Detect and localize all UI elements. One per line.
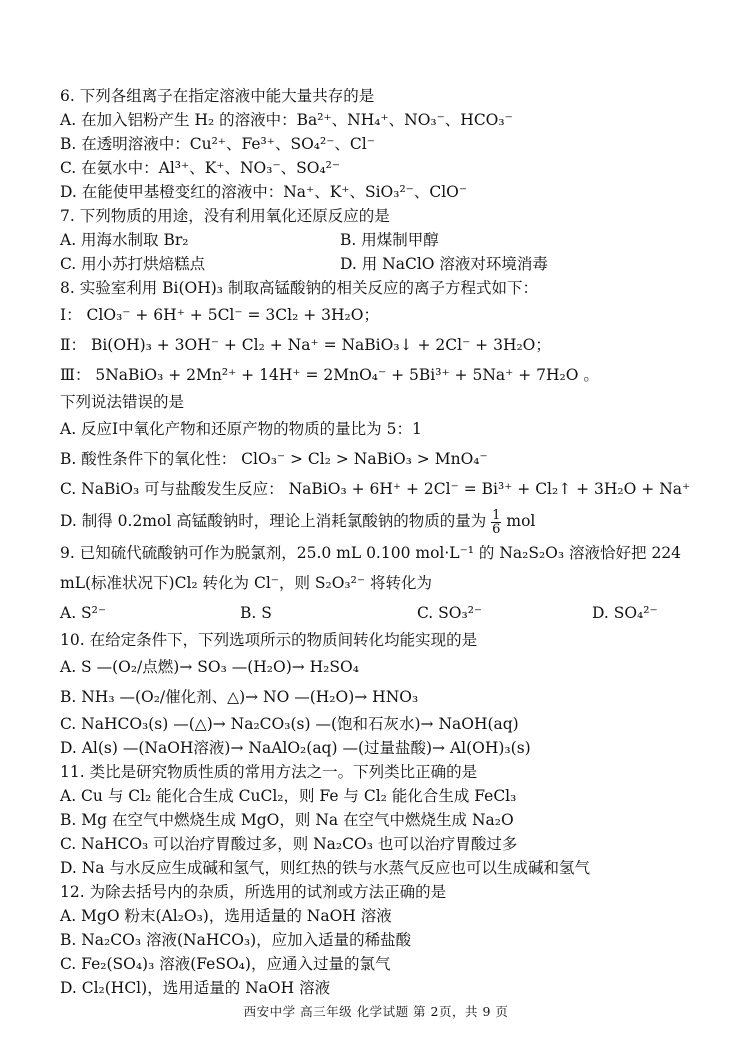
q8-stem: 8. 实验室利用 Bi(OH)₃ 制取高锰酸钠的相关反应的离子方程式如下： — [60, 279, 538, 297]
q9-option-b: B. S — [240, 604, 272, 622]
q9-stem-line-2: mL(标准状况下)Cl₂ 转化为 Cl⁻，则 S₂O₃²⁻ 将转化为 — [60, 574, 432, 592]
q10-option-c: C. NaHCO₃(s) —(△)→ Na₂CO₃(s) —(饱和石灰水)→ NaOH(aq) — [60, 715, 519, 733]
q7-option-a: A. 用海水制取 Br₂ — [60, 231, 189, 249]
q12-option-b: B. Na₂CO₃ 溶液(NaHCO₃)，应加入适量的稀盐酸 — [60, 931, 412, 949]
q8-equation-1: Ⅰ： ClO₃⁻ + 6H⁺ + 5Cl⁻ = 3Cl₂ + 3H₂O； — [60, 306, 379, 324]
q8-option-d-text: D. 制得 0.2mol 高锰酸钠时，理论上消耗氯酸钠的物质的量为 — [60, 512, 487, 530]
q11-option-c: C. NaHCO₃ 可以治疗胃酸过多，则 Na₂CO₃ 也可以治疗胃酸过多 — [60, 835, 518, 853]
q8-equation-3: Ⅲ： 5NaBiO₃ + 2Mn²⁺ + 14H⁺ = 2MnO₄⁻ + 5Bi³⁺ + 5Na⁺ + 7H₂O 。 — [60, 366, 599, 384]
q7-row-cd — [60, 252, 720, 276]
q8-option-c: C. NaBiO₃ 可与盐酸发生反应： NaBiO₃ + 6H⁺ + 2Cl⁻ = Bi³⁺ + Cl₂↑ + 3H₂O + Na⁺ — [60, 480, 691, 498]
q7-option-d: D. 用 NaClO 溶液对环境消毒 — [340, 255, 548, 273]
q6-stem: 6. 下列各组离子在指定溶液中能大量共存的是 — [60, 87, 375, 105]
q10-option-a: A. S —(O₂/点燃)→ SO₃ —(H₂O)→ H₂SO₄ — [60, 658, 359, 676]
q8-option-b: B. 酸性条件下的氧化性： ClO₃⁻ > Cl₂ > NaBiO₃ > MnO₄⁻ — [60, 450, 488, 468]
q12-stem: 12. 为除去括号内的杂质，所选用的试剂或方法正确的是 — [60, 883, 447, 901]
q10-option-b: B. NH₃ —(O₂/催化剂、△)→ NO —(H₂O)→ HNO₃ — [60, 688, 419, 706]
question-10 — [60, 628, 720, 760]
q9-stem-line-1: 9. 已知硫代硫酸钠可作为脱氯剂，25.0 mL 0.100 mol·L⁻¹ 的 Na₂S₂O₃ 溶液恰好把 224 — [60, 544, 682, 562]
q7-option-c: C. 用小苏打烘焙糕点 — [60, 255, 206, 273]
q9-option-a: A. S²⁻ — [60, 604, 107, 622]
q11-option-d: D. Na 与水反应生成碱和氢气，则红热的铁与水蒸气反应也可以生成碱和氢气 — [60, 859, 590, 877]
question-11 — [60, 760, 720, 880]
q11-stem: 11. 类比是研究物质性质的常用方法之一。下列类比正确的是 — [60, 763, 478, 781]
q8-fraction-denominator: 6 — [492, 521, 501, 537]
q8-fraction-numerator: 1 — [492, 507, 501, 523]
question-12 — [60, 880, 720, 1000]
q6-option-d: D. 在能使甲基橙变红的溶液中：Na⁺、K⁺、SiO₃²⁻、ClO⁻ — [60, 183, 468, 201]
q9-options — [60, 598, 720, 628]
q8-fraction — [491, 509, 501, 536]
q11-option-b: B. Mg 在空气中燃烧生成 MgO，则 Na 在空气中燃烧生成 Na₂O — [60, 811, 514, 829]
q12-option-c: C. Fe₂(SO₄)₃ 溶液(FeSO₄)，应通入过量的氯气 — [60, 955, 391, 973]
q6-option-c: C. 在氨水中：Al³⁺、K⁺、NO₃⁻、SO₄²⁻ — [60, 159, 341, 177]
q8-option-a: A. 反应Ⅰ中氧化产物和还原产物的物质的量比为 5：1 — [60, 420, 422, 438]
question-8 — [60, 276, 720, 538]
q6-option-a: A. 在加入铝粉产生 H₂ 的溶液中：Ba²⁺、NH₄⁺、NO₃⁻、HCO₃⁻ — [60, 111, 513, 129]
question-7 — [60, 204, 720, 276]
q9-option-d: D. SO₄²⁻ — [592, 604, 658, 622]
q8-option-d — [60, 504, 720, 538]
q9-option-c: C. SO₃²⁻ — [417, 604, 483, 622]
q7-stem: 7. 下列物质的用途，没有利用氧化还原反应的是 — [60, 207, 390, 225]
q10-stem: 10. 在给定条件下，下列选项所示的物质间转化均能实现的是 — [60, 631, 478, 649]
question-6 — [60, 84, 720, 204]
q7-row-ab — [60, 228, 720, 252]
question-9 — [60, 538, 720, 628]
q12-option-a: A. MgO 粉末(Al₂O₃)，选用适量的 NaOH 溶液 — [60, 907, 392, 925]
q12-option-d: D. Cl₂(HCl)，选用适量的 NaOH 溶液 — [60, 979, 331, 997]
q10-option-d: D. Al(s) —(NaOH溶液)→ NaAlO₂(aq) —(过量盐酸)→ Al(OH)₃(s) — [60, 739, 531, 757]
q8-equation-2: Ⅱ： Bi(OH)₃ + 3OH⁻ + Cl₂ + Na⁺ = NaBiO₃↓ + 2Cl⁻ + 3H₂O； — [60, 336, 551, 354]
q11-option-a: A. Cu 与 Cl₂ 能化合生成 CuCl₂，则 Fe 与 Cl₂ 能化合生成 FeCl₃ — [60, 787, 517, 805]
q7-option-b: B. 用煤制甲醇 — [340, 231, 439, 249]
q8-prompt: 下列说法错误的是 — [60, 393, 185, 411]
q8-option-d-unit: mol — [506, 512, 536, 530]
q6-option-b: B. 在透明溶液中：Cu²⁺、Fe³⁺、SO₄²⁻、Cl⁻ — [60, 135, 375, 153]
exam-page — [60, 84, 720, 1000]
page-footer: 西安中学 高三年级 化学试题 第 2页，共 9 页 — [243, 1004, 509, 1019]
